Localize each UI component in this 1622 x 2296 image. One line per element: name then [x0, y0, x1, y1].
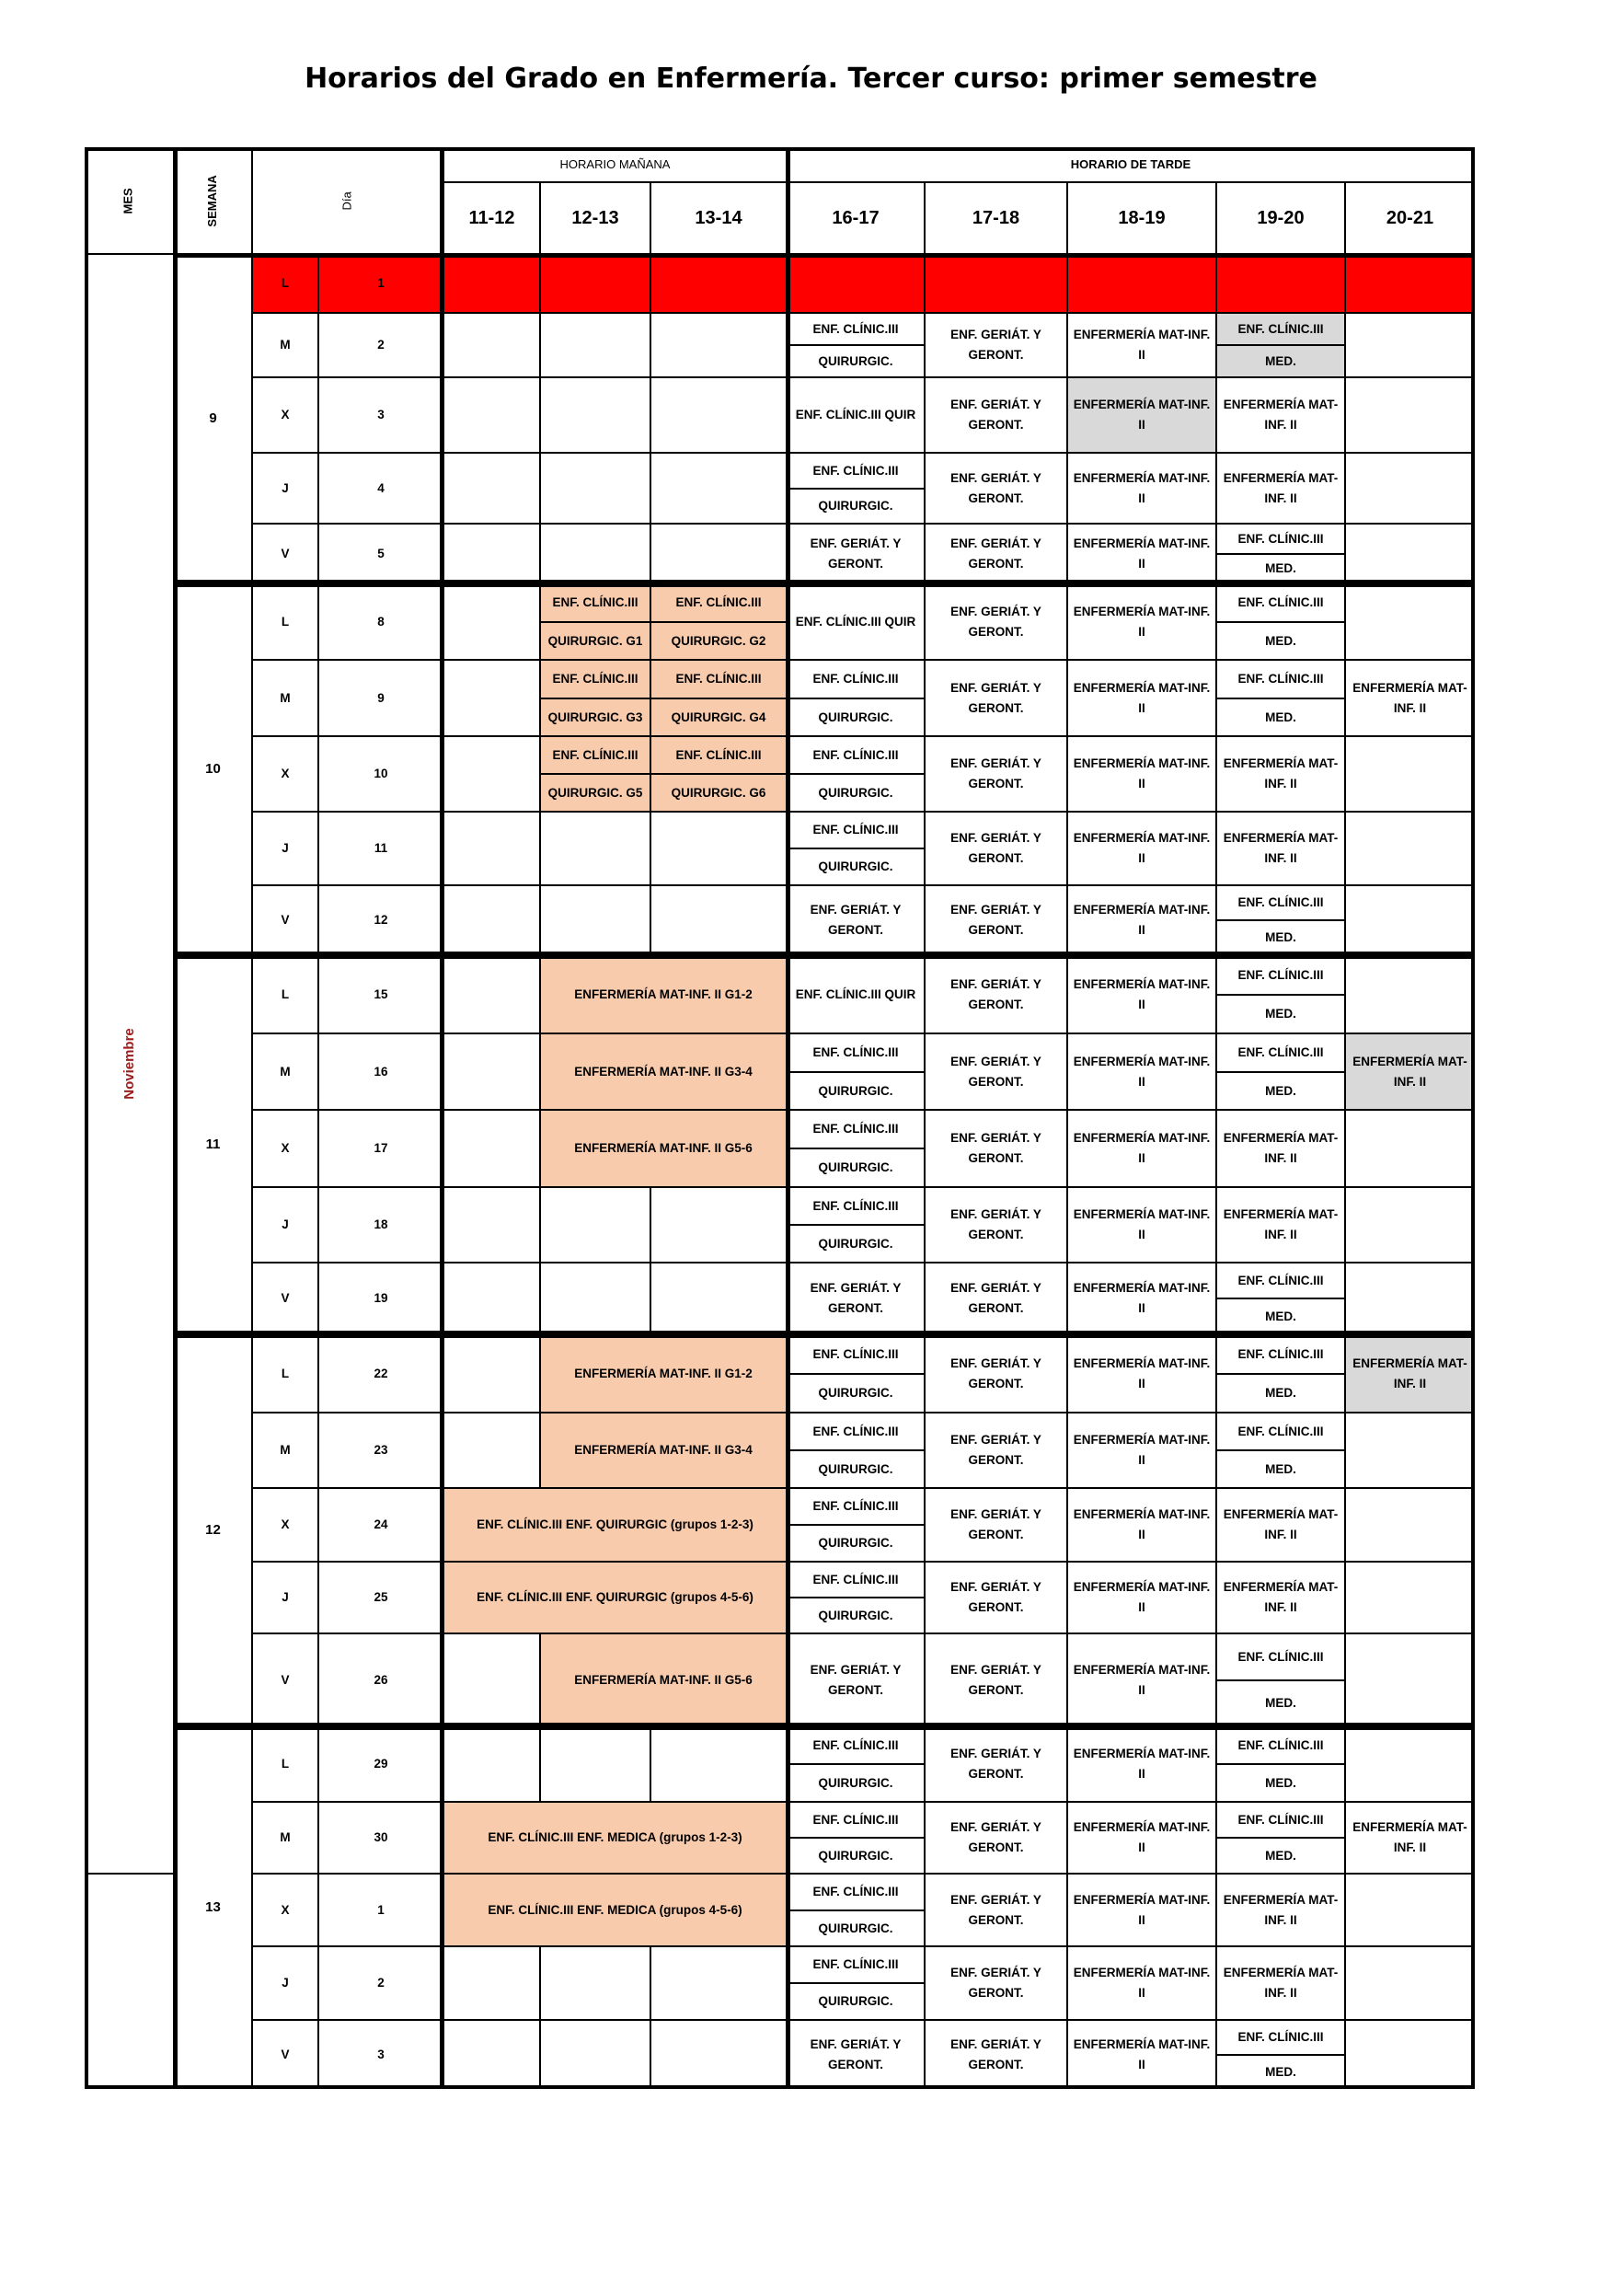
- class-cell: ENF. GERIÁT. Y GERONT.: [925, 885, 1067, 955]
- class-cell-bottom: QUIRURGIC.: [787, 1598, 925, 1633]
- empty-slot: [443, 812, 540, 885]
- class-cell-bottom: QUIRURGIC.: [787, 1525, 925, 1562]
- class-cell: ENF. GERIÁT. Y GERONT.: [925, 1033, 1067, 1110]
- week-cell: 9: [174, 254, 252, 583]
- empty-slot: [443, 1633, 540, 1726]
- class-cell: ENF. GERIÁT. Y GERONT.: [787, 885, 925, 955]
- class-cell-top: ENF. CLÍNIC.III: [787, 453, 925, 489]
- empty-slot: [1345, 377, 1475, 453]
- class-cell-bottom: QUIRURGIC.: [787, 774, 925, 812]
- class-cell-top: ENF. CLÍNIC.III: [650, 660, 787, 698]
- empty-slot: [540, 885, 650, 955]
- class-cell-top: ENF. CLÍNIC.III: [540, 583, 650, 622]
- class-cell-top: ENF. CLÍNIC.III: [787, 812, 925, 848]
- holiday-cell: [540, 254, 650, 313]
- empty-slot: [540, 453, 650, 524]
- day-number: 4: [318, 453, 443, 524]
- class-cell-top: ENF. CLÍNIC.III: [1216, 1802, 1345, 1838]
- day-letter: J: [252, 812, 318, 885]
- empty-slot: [540, 2020, 650, 2089]
- class-cell: ENFERMERÍA MAT-INF. II: [1067, 1263, 1216, 1334]
- empty-slot: [650, 1726, 787, 1802]
- class-cell-top: ENF. CLÍNIC.III: [1216, 583, 1345, 622]
- class-cell: ENFERMERÍA MAT-INF. II: [1067, 1334, 1216, 1413]
- day-number: 29: [318, 1726, 443, 1802]
- slot-header: 11-12: [443, 182, 540, 254]
- holiday-cell: [650, 254, 787, 313]
- class-cell-top: ENF. CLÍNIC.III: [787, 1110, 925, 1148]
- empty-slot: [1345, 453, 1475, 524]
- empty-slot: [443, 1946, 540, 2020]
- empty-slot: [1345, 885, 1475, 955]
- day-letter: V: [252, 1263, 318, 1334]
- class-cell-top: ENF. CLÍNIC.III: [787, 1874, 925, 1910]
- day-letter: V: [252, 2020, 318, 2089]
- class-cell-top: ENF. CLÍNIC.III: [787, 1187, 925, 1225]
- class-cell: ENFERMERÍA MAT-INF. II G5-6: [540, 1633, 787, 1726]
- class-cell: ENF. GERIÁT. Y GERONT.: [925, 1334, 1067, 1413]
- class-cell: ENF. GERIÁT. Y GERONT.: [925, 1802, 1067, 1874]
- empty-slot: [540, 812, 650, 885]
- class-cell-top: ENF. CLÍNIC.III: [787, 1726, 925, 1764]
- class-cell-top: ENF. CLÍNIC.III: [787, 736, 925, 774]
- empty-slot: [1345, 583, 1475, 660]
- class-cell-top: ENF. CLÍNIC.III: [1216, 955, 1345, 995]
- empty-slot: [540, 1946, 650, 2020]
- day-letter: J: [252, 1562, 318, 1633]
- day-letter: L: [252, 1726, 318, 1802]
- week-cell: 11: [174, 955, 252, 1334]
- class-cell: ENFERMERÍA MAT-INF. II: [1067, 736, 1216, 812]
- slot-header: 13-14: [650, 182, 787, 254]
- class-cell: ENF. CLÍNIC.III ENF. MEDICA (grupos 1-2-3): [443, 1802, 787, 1874]
- empty-slot: [443, 1110, 540, 1187]
- class-cell: ENF. GERIÁT. Y GERONT.: [925, 1488, 1067, 1562]
- class-cell-top: ENF. CLÍNIC.III: [1216, 1033, 1345, 1072]
- day-number: 25: [318, 1562, 443, 1633]
- empty-slot: [650, 885, 787, 955]
- class-cell: ENFERMERÍA MAT-INF. II: [1067, 1946, 1216, 2020]
- class-cell: ENFERMERÍA MAT-INF. II: [1345, 1802, 1475, 1874]
- empty-slot: [443, 583, 540, 660]
- empty-slot: [1345, 524, 1475, 583]
- slot-header: 18-19: [1067, 182, 1216, 254]
- empty-slot: [1345, 1633, 1475, 1726]
- class-cell-top: ENF. CLÍNIC.III: [787, 313, 925, 345]
- class-cell: ENFERMERÍA MAT-INF. II: [1067, 583, 1216, 660]
- day-letter: M: [252, 1413, 318, 1488]
- class-cell-bottom: MED.: [1216, 1680, 1345, 1726]
- class-cell-bottom: MED.: [1216, 1838, 1345, 1874]
- day-letter: J: [252, 1187, 318, 1263]
- horario-tarde-header: HORARIO DE TARDE: [787, 147, 1475, 182]
- class-cell-top: ENF. CLÍNIC.III: [1216, 885, 1345, 920]
- day-number: 12: [318, 885, 443, 955]
- empty-slot: [1345, 1562, 1475, 1633]
- empty-slot: [650, 2020, 787, 2089]
- slot-header: 17-18: [925, 182, 1067, 254]
- class-cell: ENFERMERÍA MAT-INF. II: [1345, 1033, 1475, 1110]
- class-cell: ENFERMERÍA MAT-INF. II: [1067, 812, 1216, 885]
- class-cell-top: ENF. CLÍNIC.III: [1216, 1334, 1345, 1374]
- class-cell-bottom: QUIRURGIC.: [787, 1838, 925, 1874]
- day-number: 3: [318, 2020, 443, 2089]
- class-cell: ENF. GERIÁT. Y GERONT.: [925, 1633, 1067, 1726]
- class-cell: ENF. GERIÁT. Y GERONT.: [925, 1874, 1067, 1946]
- class-cell-bottom: QUIRURGIC.: [787, 1983, 925, 2020]
- empty-slot: [540, 377, 650, 453]
- class-cell: ENFERMERÍA MAT-INF. II: [1067, 2020, 1216, 2089]
- class-cell-bottom: QUIRURGIC.: [787, 1374, 925, 1413]
- class-cell-top: ENF. CLÍNIC.III: [1216, 524, 1345, 554]
- week-cell: 10: [174, 583, 252, 955]
- day-number: 9: [318, 660, 443, 736]
- class-cell-bottom: MED.: [1216, 1450, 1345, 1488]
- empty-slot: [443, 1413, 540, 1488]
- day-letter: X: [252, 377, 318, 453]
- class-cell: ENF. GERIÁT. Y GERONT.: [925, 2020, 1067, 2089]
- empty-slot: [650, 377, 787, 453]
- class-cell: ENFERMERÍA MAT-INF. II: [1067, 1413, 1216, 1488]
- class-cell: ENFERMERÍA MAT-INF. II G5-6: [540, 1110, 787, 1187]
- class-cell: ENFERMERÍA MAT-INF. II: [1067, 660, 1216, 736]
- empty-slot: [443, 660, 540, 736]
- class-cell-top: ENF. CLÍNIC.III: [540, 736, 650, 774]
- day-letter: L: [252, 955, 318, 1033]
- empty-slot: [1345, 2020, 1475, 2089]
- class-cell: ENF. GERIÁT. Y GERONT.: [925, 453, 1067, 524]
- class-cell-bottom: QUIRURGIC.: [787, 1450, 925, 1488]
- class-cell: ENFERMERÍA MAT-INF. II: [1067, 1033, 1216, 1110]
- slot-header: 16-17: [787, 182, 925, 254]
- class-cell: ENFERMERÍA MAT-INF. II G3-4: [540, 1413, 787, 1488]
- class-cell-bottom: MED.: [1216, 554, 1345, 583]
- day-number: 24: [318, 1488, 443, 1562]
- class-cell-bottom: QUIRURGIC. G4: [650, 698, 787, 736]
- day-number: 19: [318, 1263, 443, 1334]
- day-number: 30: [318, 1802, 443, 1874]
- class-cell-bottom: QUIRURGIC.: [787, 1148, 925, 1187]
- class-cell: ENFERMERÍA MAT-INF. II: [1067, 955, 1216, 1033]
- class-cell: ENFERMERÍA MAT-INF. II: [1216, 736, 1345, 812]
- class-cell: ENFERMERÍA MAT-INF. II: [1067, 1802, 1216, 1874]
- day-number: 3: [318, 377, 443, 453]
- empty-slot: [1345, 736, 1475, 812]
- class-cell: ENF. GERIÁT. Y GERONT.: [787, 524, 925, 583]
- class-cell-bottom: QUIRURGIC. G3: [540, 698, 650, 736]
- class-cell-top: ENF. CLÍNIC.III: [1216, 1633, 1345, 1680]
- class-cell: ENF. GERIÁT. Y GERONT.: [787, 2020, 925, 2089]
- empty-slot: [650, 453, 787, 524]
- class-cell-bottom: MED.: [1216, 2055, 1345, 2089]
- class-cell-top: ENF. CLÍNIC.III: [540, 660, 650, 698]
- day-number: 2: [318, 1946, 443, 2020]
- day-letter: J: [252, 1946, 318, 2020]
- mes-header-label: MES: [121, 187, 136, 214]
- class-cell: ENF. CLÍNIC.III ENF. QUIRURGIC (grupos 1-2-3): [443, 1488, 787, 1562]
- semana-header-label: SEMANA: [205, 174, 220, 227]
- class-cell: ENFERMERÍA MAT-INF. II: [1216, 1874, 1345, 1946]
- day-letter: X: [252, 1488, 318, 1562]
- class-cell: ENFERMERÍA MAT-INF. II: [1067, 1726, 1216, 1802]
- empty-slot: [540, 1726, 650, 1802]
- class-cell: ENF. GERIÁT. Y GERONT.: [925, 1946, 1067, 2020]
- empty-slot: [1345, 313, 1475, 377]
- day-letter: V: [252, 1633, 318, 1726]
- class-cell-top: ENF. CLÍNIC.III: [1216, 313, 1345, 345]
- class-cell: ENFERMERÍA MAT-INF. II G3-4: [540, 1033, 787, 1110]
- holiday-cell: [1216, 254, 1345, 313]
- class-cell-top: ENF. CLÍNIC.III: [787, 1802, 925, 1838]
- day-letter: V: [252, 885, 318, 955]
- class-cell-bottom: QUIRURGIC.: [787, 489, 925, 524]
- class-cell-bottom: QUIRURGIC. G5: [540, 774, 650, 812]
- class-cell: ENFERMERÍA MAT-INF. II: [1067, 313, 1216, 377]
- class-cell-bottom: QUIRURGIC. G2: [650, 622, 787, 660]
- class-cell: ENF. GERIÁT. Y GERONT.: [925, 736, 1067, 812]
- day-letter: X: [252, 1110, 318, 1187]
- holiday-cell: [1345, 254, 1475, 313]
- day-letter: V: [252, 524, 318, 583]
- day-letter: X: [252, 1874, 318, 1946]
- empty-slot: [1345, 1187, 1475, 1263]
- day-number: 10: [318, 736, 443, 812]
- class-cell: ENFERMERÍA MAT-INF. II: [1216, 1946, 1345, 2020]
- class-cell-top: ENF. CLÍNIC.III: [650, 736, 787, 774]
- class-cell-top: ENF. CLÍNIC.III: [787, 1334, 925, 1374]
- class-cell: ENF. GERIÁT. Y GERONT.: [925, 377, 1067, 453]
- empty-slot: [1345, 1488, 1475, 1562]
- empty-slot: [650, 1263, 787, 1334]
- empty-slot: [1345, 1263, 1475, 1334]
- day-number: 2: [318, 313, 443, 377]
- empty-slot: [443, 1033, 540, 1110]
- class-cell: ENFERMERÍA MAT-INF. II: [1216, 1187, 1345, 1263]
- week-cell: 12: [174, 1334, 252, 1726]
- class-cell: ENF. GERIÁT. Y GERONT.: [787, 1263, 925, 1334]
- empty-slot: [650, 313, 787, 377]
- empty-slot: [540, 524, 650, 583]
- class-cell: ENF. CLÍNIC.III QUIR: [787, 377, 925, 453]
- empty-slot: [443, 1334, 540, 1413]
- empty-slot: [1345, 1413, 1475, 1488]
- class-cell: ENFERMERÍA MAT-INF. II: [1216, 812, 1345, 885]
- class-cell: ENF. GERIÁT. Y GERONT.: [925, 313, 1067, 377]
- class-cell-bottom: MED.: [1216, 920, 1345, 955]
- class-cell: ENF. CLÍNIC.III QUIR: [787, 955, 925, 1033]
- empty-slot: [650, 524, 787, 583]
- class-cell-bottom: MED.: [1216, 622, 1345, 660]
- empty-slot: [443, 885, 540, 955]
- class-cell-bottom: QUIRURGIC.: [787, 1072, 925, 1110]
- empty-slot: [650, 812, 787, 885]
- day-number: 15: [318, 955, 443, 1033]
- empty-slot: [1345, 1110, 1475, 1187]
- class-cell: ENFERMERÍA MAT-INF. II: [1067, 1633, 1216, 1726]
- day-letter: L: [252, 254, 318, 313]
- class-cell-bottom: QUIRURGIC.: [787, 1225, 925, 1263]
- class-cell: ENFERMERÍA MAT-INF. II: [1067, 1110, 1216, 1187]
- empty-slot: [650, 1946, 787, 2020]
- day-letter: L: [252, 1334, 318, 1413]
- class-cell: ENFERMERÍA MAT-INF. II: [1067, 1562, 1216, 1633]
- class-cell: ENFERMERÍA MAT-INF. II: [1067, 1874, 1216, 1946]
- class-cell: ENF. GERIÁT. Y GERONT.: [925, 1726, 1067, 1802]
- class-cell: ENFERMERÍA MAT-INF. II: [1216, 1110, 1345, 1187]
- class-cell-bottom: MED.: [1216, 698, 1345, 736]
- class-cell: ENFERMERÍA MAT-INF. II: [1216, 377, 1345, 453]
- class-cell-bottom: MED.: [1216, 1072, 1345, 1110]
- class-cell: ENF. GERIÁT. Y GERONT.: [925, 812, 1067, 885]
- class-cell-top: ENF. CLÍNIC.III: [1216, 2020, 1345, 2055]
- class-cell-bottom: MED.: [1216, 995, 1345, 1033]
- empty-slot: [540, 1187, 650, 1263]
- empty-slot: [1345, 955, 1475, 1033]
- empty-slot: [443, 736, 540, 812]
- day-letter: M: [252, 1033, 318, 1110]
- empty-slot: [443, 2020, 540, 2089]
- class-cell: ENF. CLÍNIC.III ENF. MEDICA (grupos 4-5-6): [443, 1874, 787, 1946]
- day-number: 1: [318, 254, 443, 313]
- day-letter: M: [252, 660, 318, 736]
- day-number: 8: [318, 583, 443, 660]
- empty-slot: [443, 1187, 540, 1263]
- empty-slot: [443, 955, 540, 1033]
- class-cell-bottom: QUIRURGIC.: [787, 848, 925, 885]
- slot-header: 20-21: [1345, 182, 1475, 254]
- class-cell: ENF. GERIÁT. Y GERONT.: [925, 1413, 1067, 1488]
- class-cell-bottom: QUIRURGIC. G6: [650, 774, 787, 812]
- class-cell-top: ENF. CLÍNIC.III: [1216, 1726, 1345, 1764]
- horario-manana-header: HORARIO MAÑANA: [443, 147, 787, 182]
- class-cell-bottom: QUIRURGIC. G1: [540, 622, 650, 660]
- class-cell-bottom: MED.: [1216, 345, 1345, 377]
- empty-slot: [443, 377, 540, 453]
- day-letter: L: [252, 583, 318, 660]
- slot-header: 12-13: [540, 182, 650, 254]
- holiday-cell: [787, 254, 925, 313]
- week-cell: 13: [174, 1726, 252, 2089]
- mes-header: [85, 147, 174, 254]
- day-letter: M: [252, 1802, 318, 1874]
- class-cell-top: ENF. CLÍNIC.III: [787, 660, 925, 698]
- day-letter: M: [252, 313, 318, 377]
- empty-slot: [443, 1263, 540, 1334]
- class-cell-bottom: QUIRURGIC.: [787, 345, 925, 377]
- empty-slot: [1345, 812, 1475, 885]
- class-cell-top: ENF. CLÍNIC.III: [787, 1562, 925, 1598]
- holiday-cell: [443, 254, 540, 313]
- empty-slot: [1345, 1946, 1475, 2020]
- class-cell-top: ENF. CLÍNIC.III: [1216, 1413, 1345, 1450]
- semana-header: [174, 147, 252, 254]
- class-cell: ENFERMERÍA MAT-INF. II: [1067, 453, 1216, 524]
- class-cell: ENF. GERIÁT. Y GERONT.: [925, 1263, 1067, 1334]
- day-number: 23: [318, 1413, 443, 1488]
- empty-slot: [443, 453, 540, 524]
- month-label: Noviembre: [121, 1028, 137, 1100]
- class-cell-top: ENF. CLÍNIC.III: [1216, 1263, 1345, 1298]
- class-cell: ENF. GERIÁT. Y GERONT.: [925, 1187, 1067, 1263]
- class-cell-top: ENF. CLÍNIC.III: [650, 583, 787, 622]
- page-title: Horarios del Grado en Enfermería. Tercer curso: primer semestre: [305, 63, 1317, 95]
- class-cell: ENFERMERÍA MAT-INF. II: [1067, 1488, 1216, 1562]
- day-number: 17: [318, 1110, 443, 1187]
- class-cell: ENF. GERIÁT. Y GERONT.: [925, 1562, 1067, 1633]
- class-cell-top: ENF. CLÍNIC.III: [787, 1033, 925, 1072]
- class-cell: ENF. GERIÁT. Y GERONT.: [925, 955, 1067, 1033]
- class-cell: ENF. GERIÁT. Y GERONT.: [925, 1110, 1067, 1187]
- class-cell: ENFERMERÍA MAT-INF. II: [1345, 660, 1475, 736]
- day-letter: J: [252, 453, 318, 524]
- class-cell: ENFERMERÍA MAT-INF. II: [1067, 885, 1216, 955]
- empty-slot: [650, 1187, 787, 1263]
- class-cell-top: ENF. CLÍNIC.III: [787, 1488, 925, 1525]
- day-number: 16: [318, 1033, 443, 1110]
- class-cell: ENFERMERÍA MAT-INF. II: [1067, 524, 1216, 583]
- class-cell: ENF. GERIÁT. Y GERONT.: [925, 660, 1067, 736]
- class-cell: ENFERMERÍA MAT-INF. II: [1216, 1562, 1345, 1633]
- class-cell-top: ENF. CLÍNIC.III: [787, 1413, 925, 1450]
- dia-header: [252, 147, 443, 254]
- month-cell-next: [85, 1874, 174, 2089]
- empty-slot: [443, 1726, 540, 1802]
- class-cell-top: ENF. CLÍNIC.III: [1216, 660, 1345, 698]
- class-cell: ENFERMERÍA MAT-INF. II: [1216, 453, 1345, 524]
- class-cell: ENFERMERÍA MAT-INF. II: [1216, 1488, 1345, 1562]
- empty-slot: [540, 1263, 650, 1334]
- class-cell-bottom: QUIRURGIC.: [787, 1764, 925, 1802]
- empty-slot: [540, 313, 650, 377]
- empty-slot: [443, 313, 540, 377]
- class-cell: ENF. GERIÁT. Y GERONT.: [787, 1633, 925, 1726]
- class-cell-bottom: MED.: [1216, 1298, 1345, 1334]
- class-cell: ENFERMERÍA MAT-INF. II: [1067, 377, 1216, 453]
- class-cell-bottom: QUIRURGIC.: [787, 698, 925, 736]
- class-cell: ENFERMERÍA MAT-INF. II G1-2: [540, 1334, 787, 1413]
- class-cell: ENFERMERÍA MAT-INF. II: [1345, 1334, 1475, 1413]
- empty-slot: [1345, 1874, 1475, 1946]
- day-number: 11: [318, 812, 443, 885]
- class-cell-bottom: MED.: [1216, 1764, 1345, 1802]
- dia-header-label: Día: [339, 190, 354, 211]
- empty-slot: [1345, 1726, 1475, 1802]
- day-letter: X: [252, 736, 318, 812]
- class-cell: ENF. CLÍNIC.III ENF. QUIRURGIC (grupos 4-5-6): [443, 1562, 787, 1633]
- class-cell: ENF. GERIÁT. Y GERONT.: [925, 524, 1067, 583]
- class-cell-bottom: QUIRURGIC.: [787, 1910, 925, 1946]
- empty-slot: [443, 524, 540, 583]
- day-number: 5: [318, 524, 443, 583]
- class-cell-top: ENF. CLÍNIC.III: [787, 1946, 925, 1983]
- day-number: 22: [318, 1334, 443, 1413]
- class-cell: ENF. CLÍNIC.III QUIR: [787, 583, 925, 660]
- slot-header: 19-20: [1216, 182, 1345, 254]
- class-cell: ENFERMERÍA MAT-INF. II G1-2: [540, 955, 787, 1033]
- month-cell: [85, 254, 174, 1874]
- class-cell: ENFERMERÍA MAT-INF. II: [1067, 1187, 1216, 1263]
- day-number: 18: [318, 1187, 443, 1263]
- class-cell: ENF. GERIÁT. Y GERONT.: [925, 583, 1067, 660]
- day-number: 26: [318, 1633, 443, 1726]
- class-cell-bottom: MED.: [1216, 1374, 1345, 1413]
- holiday-cell: [925, 254, 1067, 313]
- day-number: 1: [318, 1874, 443, 1946]
- holiday-cell: [1067, 254, 1216, 313]
